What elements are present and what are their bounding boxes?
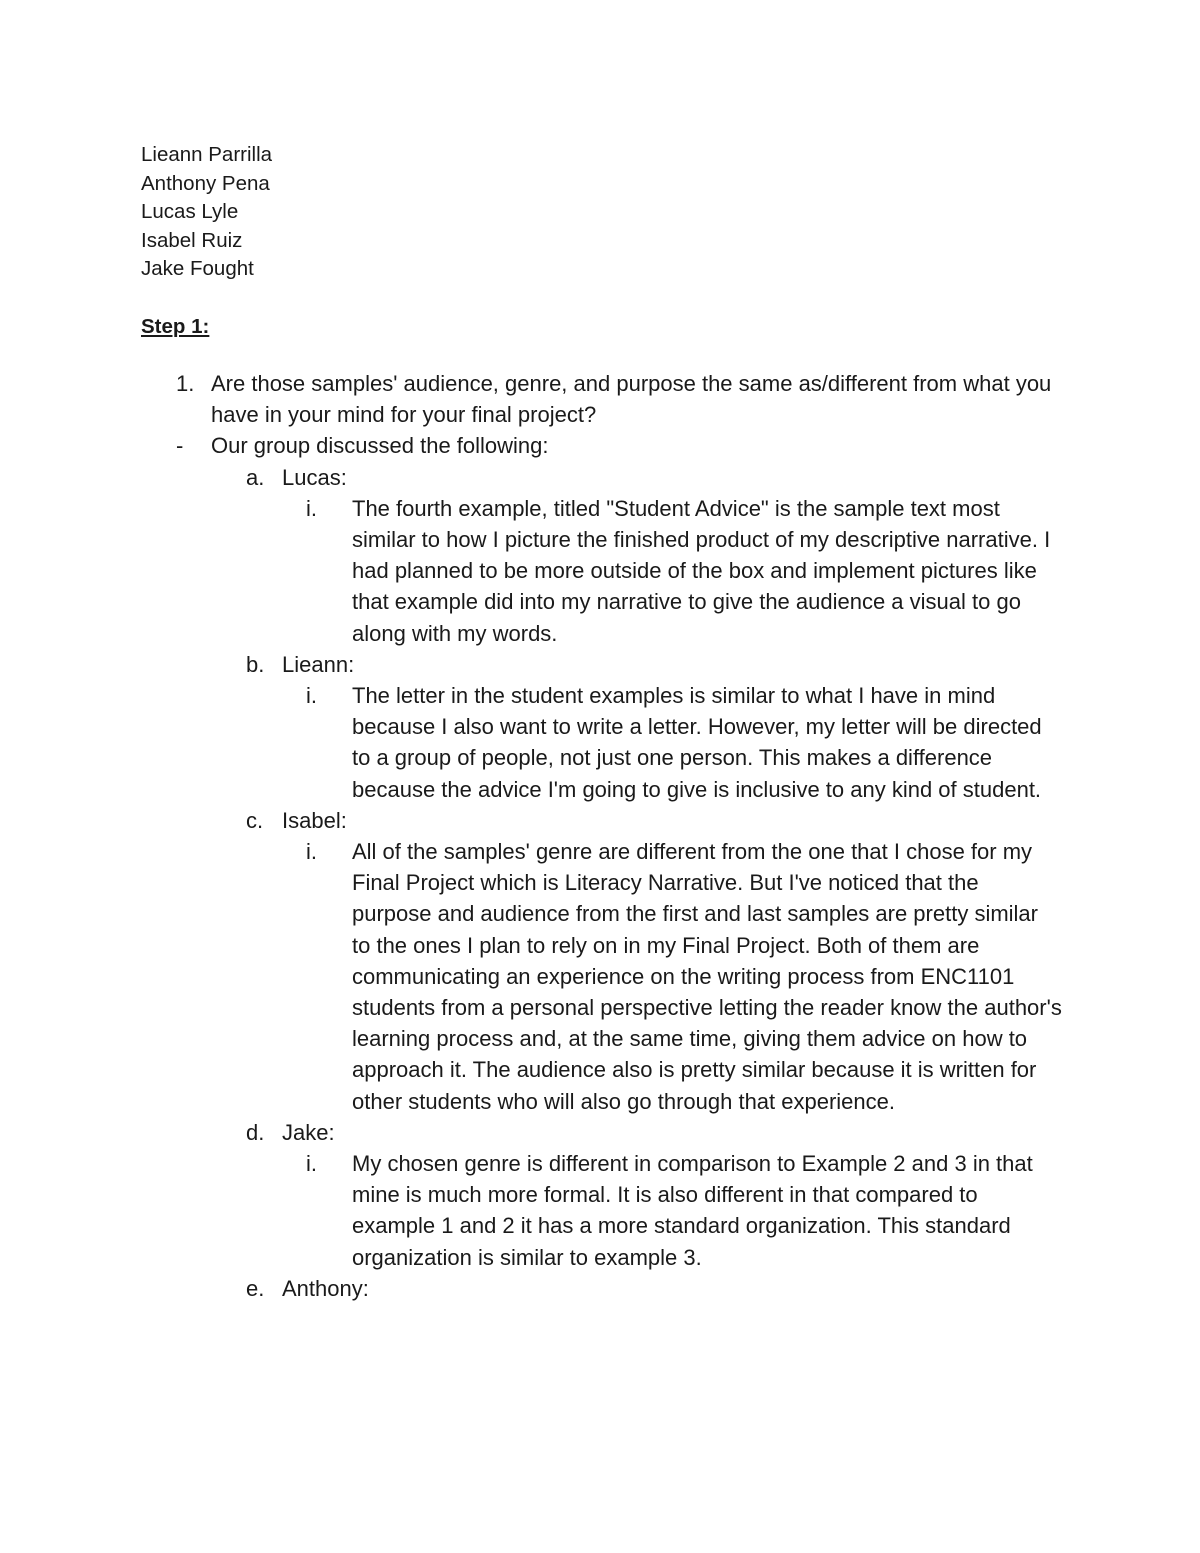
question-text: Are those samples' audience, genre, and purpose the same as/different from what you have in your mind for your final project? [211,371,1052,428]
step-heading: Step 1: [141,315,210,338]
response-item-anthony [0,1273,1200,1304]
discussion-text: Our group discussed the following: [211,433,549,459]
response-text-jake [0,1148,1200,1273]
list-marker: - [176,433,184,459]
list-marker: i. [306,1151,317,1177]
question-item [0,368,1200,430]
list-marker: e. [246,1275,265,1301]
response-paragraph: All of the samples' genre are different from the one that I chose for my Final Project which is Literacy Narrative. But I've noticed that the purpose and audience from the first and last samples are pretty similar to the ones I plan to rely on in my Final Project. Both of them are communicating an experience on the writing process from ENC1101 students from a personal perspective letting the reader know the author's learning process and, at the same time, giving them advice on how to approach it. The audience also is pretty similar because it is written for other students who will also go through that experience. [352,839,1062,1114]
response-text-lucas [0,493,1200,649]
response-paragraph: The fourth example, titled "Student Advice" is the sample text most similar to how I picture the finished product of my descriptive narrative. I had planned to be more outside of the box and implement pictures like that example did into my narrative to give the audience a visual to go along with my words. [352,495,1051,646]
author-name: Jake Fought [141,257,254,281]
list-marker: b. [246,651,265,677]
list-marker: d. [246,1119,265,1145]
document-body [0,368,1200,1304]
response-name: Isabel: [282,807,347,833]
response-name: Anthony: [282,1275,369,1301]
response-text-isabel [0,836,1200,1117]
author-name: Isabel Ruiz [141,228,243,252]
response-text-lieann [0,680,1200,805]
response-item-isabel [0,805,1200,836]
list-marker: i. [306,495,317,521]
author-name: Lucas Lyle [141,200,239,224]
list-marker: i. [306,839,317,865]
response-name: Lucas: [282,464,347,490]
list-marker: a. [246,464,265,490]
response-paragraph: My chosen genre is different in comparison to Example 2 and 3 in that mine is much more formal. It is also different in that compared to example 1 and 2 it has a more standard organization. This standard organization is similar to example 3. [352,1151,1033,1270]
response-name: Lieann: [282,651,355,677]
author-name: Lieann Parrilla [141,143,273,166]
list-marker: i. [306,683,317,709]
author-names [141,141,272,284]
author-name: Anthony Pena [141,171,270,195]
response-item-lucas [0,462,1200,493]
response-item-lieann [0,649,1200,680]
response-item-jake [0,1117,1200,1148]
list-marker: 1. [176,371,195,396]
response-paragraph: The letter in the student examples is similar to what I have in mind because I also want to write a letter. However, my letter will be directed to a group of people, not just one person. This makes a difference because the advice I'm going to give is inclusive to any kind of student. [352,683,1042,802]
discussion-item [0,430,1200,461]
response-name: Jake: [282,1119,335,1145]
list-marker: c. [246,807,264,833]
